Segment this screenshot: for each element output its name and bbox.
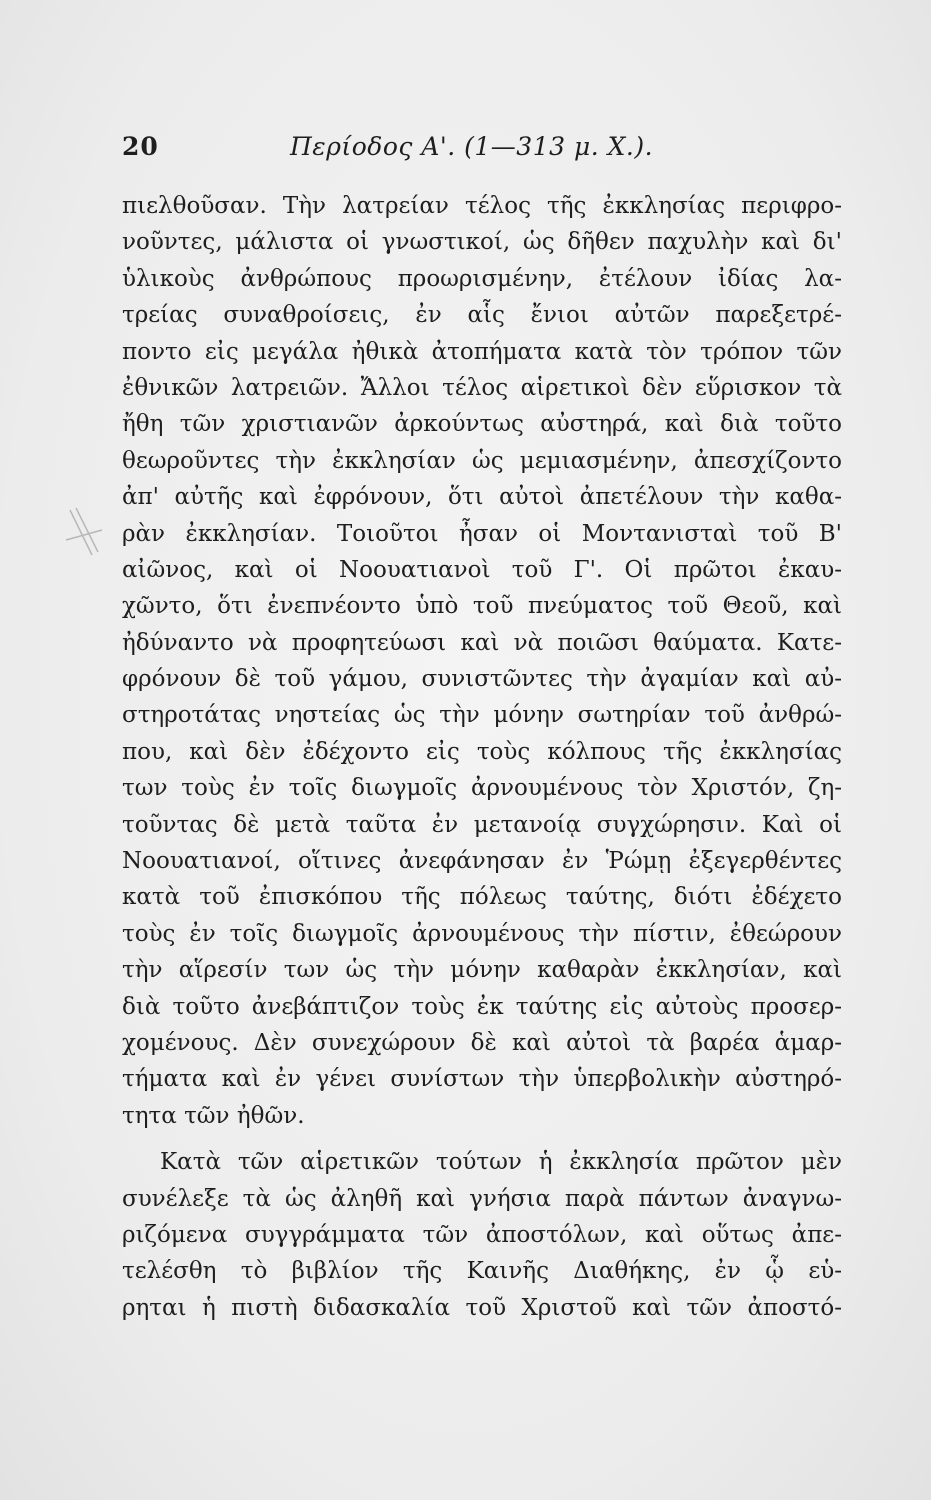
text-line: φρόνουν δὲ τοῦ γάμου, συνιστῶντες τὴν ἀγαμίαν καὶ αὐ- bbox=[122, 666, 842, 693]
text-line: στηροτάτας νηστείας ὡς τὴν μόνην σωτηρίαν τοῦ ἀνθρώ- bbox=[122, 702, 842, 729]
running-title: Περίοδος Α'. (1—313 μ. Χ.). bbox=[290, 132, 654, 161]
body-text bbox=[122, 188, 842, 1326]
text-line: συνέλεξε τὰ ὡς ἀληθῆ καὶ γνήσια παρὰ πάντων ἀναγνω- bbox=[122, 1185, 842, 1212]
text-line: χομένους. Δὲν συνεχώρουν δὲ καὶ αὐτοὶ τὰ βαρέα ἁμαρ- bbox=[122, 1029, 842, 1056]
text-line: ρηται ἡ πιστὴ διδασκαλία τοῦ Χριστοῦ καὶ τῶν ἀποστό- bbox=[122, 1294, 842, 1321]
text-line: πιελθοῦσαν. Τὴν λατρείαν τέλος τῆς ἐκκλησίας περιφρο- bbox=[122, 193, 842, 219]
page-number: 20 bbox=[122, 132, 159, 161]
running-head bbox=[122, 132, 842, 172]
text-line: χῶντο, ὅτι ἐνεπνέοντο ὑπὸ τοῦ πνεύματος τοῦ Θεοῦ, καὶ bbox=[122, 593, 842, 620]
paragraph-2 bbox=[122, 1144, 842, 1326]
text-line: ἠδύναντο νὰ προφητεύωσι καὶ νὰ ποιῶσι θαύματα. Κατε- bbox=[122, 629, 842, 656]
text-line: ποντο εἰς μεγάλα ἠθικὰ ἀτοπήματα κατὰ τὸν τρόπον τῶν bbox=[122, 338, 842, 365]
text-line: νοῦντες, μάλιστα οἱ γνωστικοί, ὡς δῆθεν παχυλὴν καὶ δι' bbox=[122, 229, 842, 256]
text-line: ἀπ' αὐτῆς καὶ ἐφρόνουν, ὅτι αὐτοὶ ἀπετέλουν τὴν καθα- bbox=[122, 484, 842, 511]
text-line: τήματα καὶ ἐν γένει συνίστων τὴν ὑπερβολικὴν αὐστηρό- bbox=[122, 1066, 842, 1093]
paragraph-1 bbox=[122, 188, 842, 1134]
text-line: τὴν αἵρεσίν των ὡς τὴν μόνην καθαρὰν ἐκκλησίαν, καὶ bbox=[122, 957, 842, 984]
text-line: τοὺς ἐν τοῖς διωγμοῖς ἀρνουμένους τὴν πίστιν, ἐθεώρουν bbox=[122, 920, 842, 947]
text-line: θεωροῦντες τὴν ἐκκλησίαν ὡς μεμιασμένην, ἀπεσχίζοντο bbox=[122, 447, 842, 474]
text-line: ρὰν ἐκκλησίαν. Τοιοῦτοι ἦσαν οἱ Μοντανισταὶ τοῦ Β' bbox=[122, 520, 842, 547]
text-line: που, καὶ δὲν ἐδέχοντο εἰς τοὺς κόλπους τῆς ἐκκλησίας bbox=[122, 738, 842, 765]
text-line: ἤθη τῶν χριστιανῶν ἀρκούντως αὐστηρά, καὶ διὰ τοῦτο bbox=[122, 411, 842, 438]
text-line: Κατὰ τῶν αἱρετικῶν τούτων ἡ ἐκκλησία πρῶτον μὲν bbox=[160, 1149, 842, 1176]
text-line: κατὰ τοῦ ἐπισκόπου τῆς πόλεως ταύτης, διότι ἐδέχετο bbox=[122, 884, 842, 911]
text-line: αἰῶνος, καὶ οἱ Νοουατιανοὶ τοῦ Γ'. Οἱ πρῶτοι ἐκαυ- bbox=[122, 556, 842, 583]
text-line: των τοὺς ἐν τοῖς διωγμοῖς ἀρνουμένους τὸν Χριστόν, ζη- bbox=[122, 775, 842, 802]
margin-pencil-mark bbox=[62, 500, 112, 570]
text-line: Νοουατιανοί, οἵτινες ἀνεφάνησαν ἐν Ῥώμῃ ἐξεγερθέντες bbox=[122, 848, 842, 875]
text-line: τελέσθη τὸ βιβλίον τῆς Καινῆς Διαθήκης, ἐν ᾧ εὑ- bbox=[122, 1258, 842, 1285]
text-line: ριζόμενα συγγράμματα τῶν ἀποστόλων, καὶ οὕτως ἀπε- bbox=[122, 1221, 842, 1248]
text-line: ἐθνικῶν λατρειῶν. Ἄλλοι τέλος αἱρετικοὶ δὲν εὕρισκον τὰ bbox=[122, 374, 842, 401]
text-line: τητα τῶν ἠθῶν. bbox=[122, 1102, 305, 1129]
text-line: διὰ τοῦτο ἀνεβάπτιζον τοὺς ἐκ ταύτης εἰς αὐτοὺς προσερ- bbox=[122, 993, 842, 1020]
text-line: ὑλικοὺς ἀνθρώπους προωρισμένην, ἐτέλουν ἰδίας λα- bbox=[122, 265, 842, 292]
text-line: τρείας συναθροίσεις, ἐν αἷς ἔνιοι αὐτῶν παρεξετρέ- bbox=[122, 302, 842, 329]
text-line: τοῦντας δὲ μετὰ ταῦτα ἐν μετανοίᾳ συγχώρησιν. Καὶ οἱ bbox=[122, 811, 842, 838]
